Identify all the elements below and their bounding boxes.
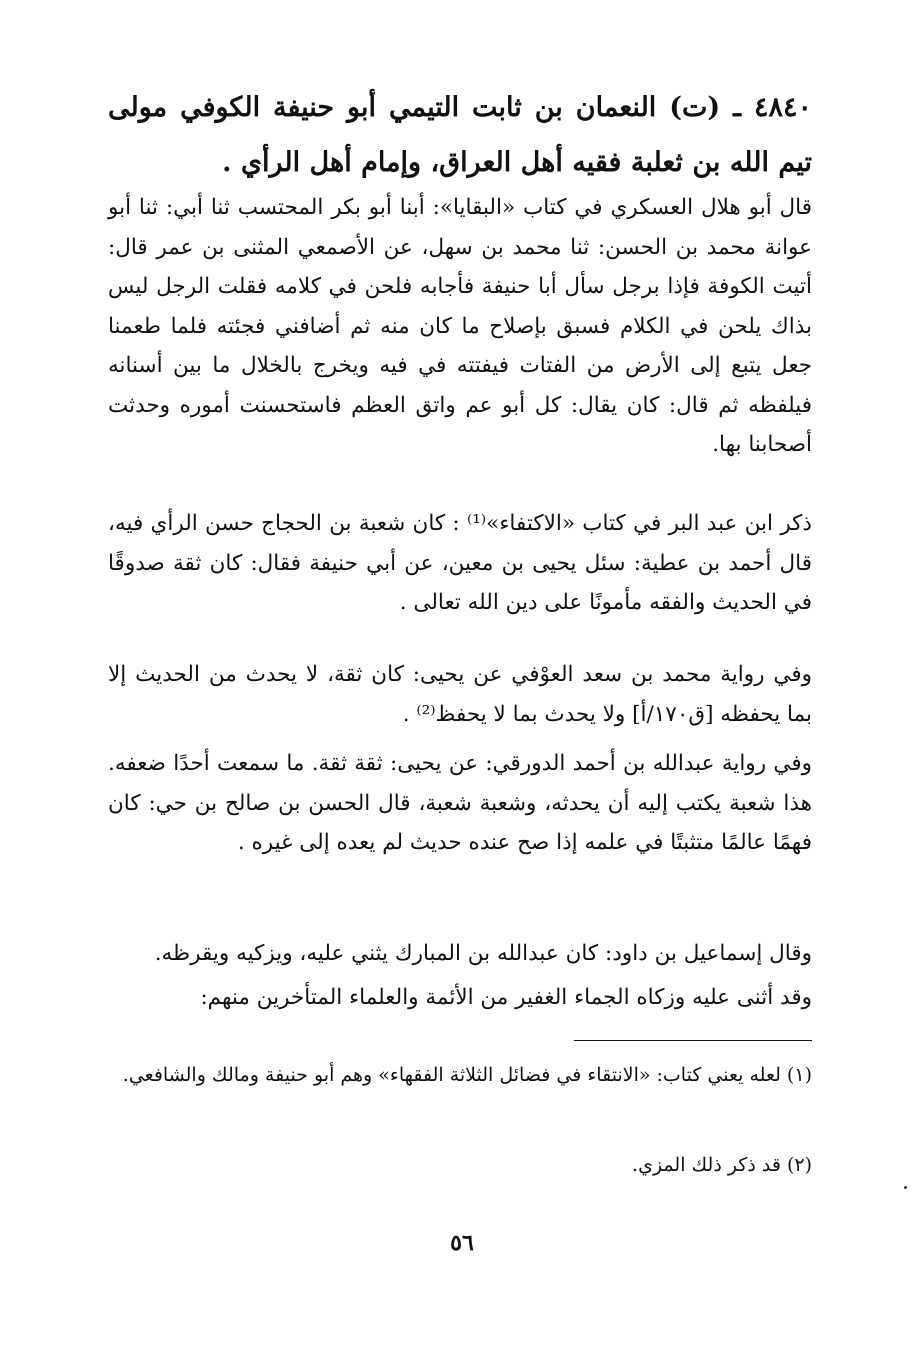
footnote-2: (٢) قد ذكر ذلك المزي. bbox=[632, 1154, 812, 1176]
paragraph-praise-intro: وقد أثنى عليه وزكاه الجماء الغفير من الأئمة والعلماء المتأخرين منهم: bbox=[200, 985, 812, 1010]
paragraph-dawraqi-riwaya: وفي رواية عبدالله بن أحمد الدورقي: عن يحيى: ثقة ثقة. ما سمعت أحدًا ضعفه. هذا شعبة يكتب إليه أن يحدثه، وشعبة شعبة، قال الحسن بن صالح بن حي: كان فهمًا عالمًا متثبتًا في علمه إذا صح عنده حديث لم يعده إلى غيره . bbox=[108, 751, 812, 855]
entry-heading: ٤٨٤٠ ـ (ت) النعمان بن ثابت التيمي أبو حنيفة الكوفي مولى تيم الله بن ثعلبة فقيه أهل العراق، وإمام أهل الرأي . bbox=[108, 92, 812, 178]
paragraph-ibn-saad-riwaya: وفي رواية محمد بن سعد العوْفي عن يحيى: كان ثقة، لا يحدث من الحديث إلا بما يحفظه [ق١٧٠/أ] ولا يحدث بما لا يحفظ⁽²⁾ . bbox=[108, 662, 812, 727]
scan-speck bbox=[904, 1186, 907, 1189]
page-number: ٥٦ bbox=[450, 1230, 474, 1256]
paragraph-ibn-abd-al-barr: ذكر ابن عبد البر في كتاب «الاكتفاء»⁽¹⁾ : كان شعبة بن الحجاج حسن الرأي فيه، قال أحمد بن عطية: سئل يحيى بن معين، عن أبي حنيفة فقال: كان ثقة صدوقًا في الحديث والفقه مأمونًا على دين الله تعالى . bbox=[108, 511, 812, 615]
footnote-1: (١) لعله يعني كتاب: «الانتقاء في فضائل الثلاثة الفقهاء» وهم أبو حنيفة ومالك والشافعي. bbox=[122, 1064, 812, 1086]
footnote-divider bbox=[574, 1040, 812, 1041]
paragraph-abu-hilal: قال أبو هلال العسكري في كتاب «البقايا»: أبنا أبو بكر المحتسب ثنا أبي: ثنا أبو عوانة محمد بن الحسن: ثنا محمد بن سهل، عن الأصمعي المثنى بن عمر قال: أتيت الكوفة فإذا برجل سأل أبا حنيفة فأجابه فلحن في كلامه فقلت الرجل ليس بذاك يلحن في الكلام فسبق بإصلاح ما كان منه ثم أضافني فجئته فلما طعمنا جعل يتبع إلى الأرض من الفتات فيفتته في فيه ويخرج بالخلال ما بين أسنانه فيلفظه ثم قال: كان يقال: كل أبو عم واتق العظم فاستحسنت أموره وحدثت أصحابنا بها. bbox=[108, 195, 812, 457]
paragraph-ismail-ibn-dawud: وقال إسماعيل بن داود: كان عبدالله بن المبارك يثني عليه، ويزكيه ويقرظه. bbox=[154, 941, 812, 966]
